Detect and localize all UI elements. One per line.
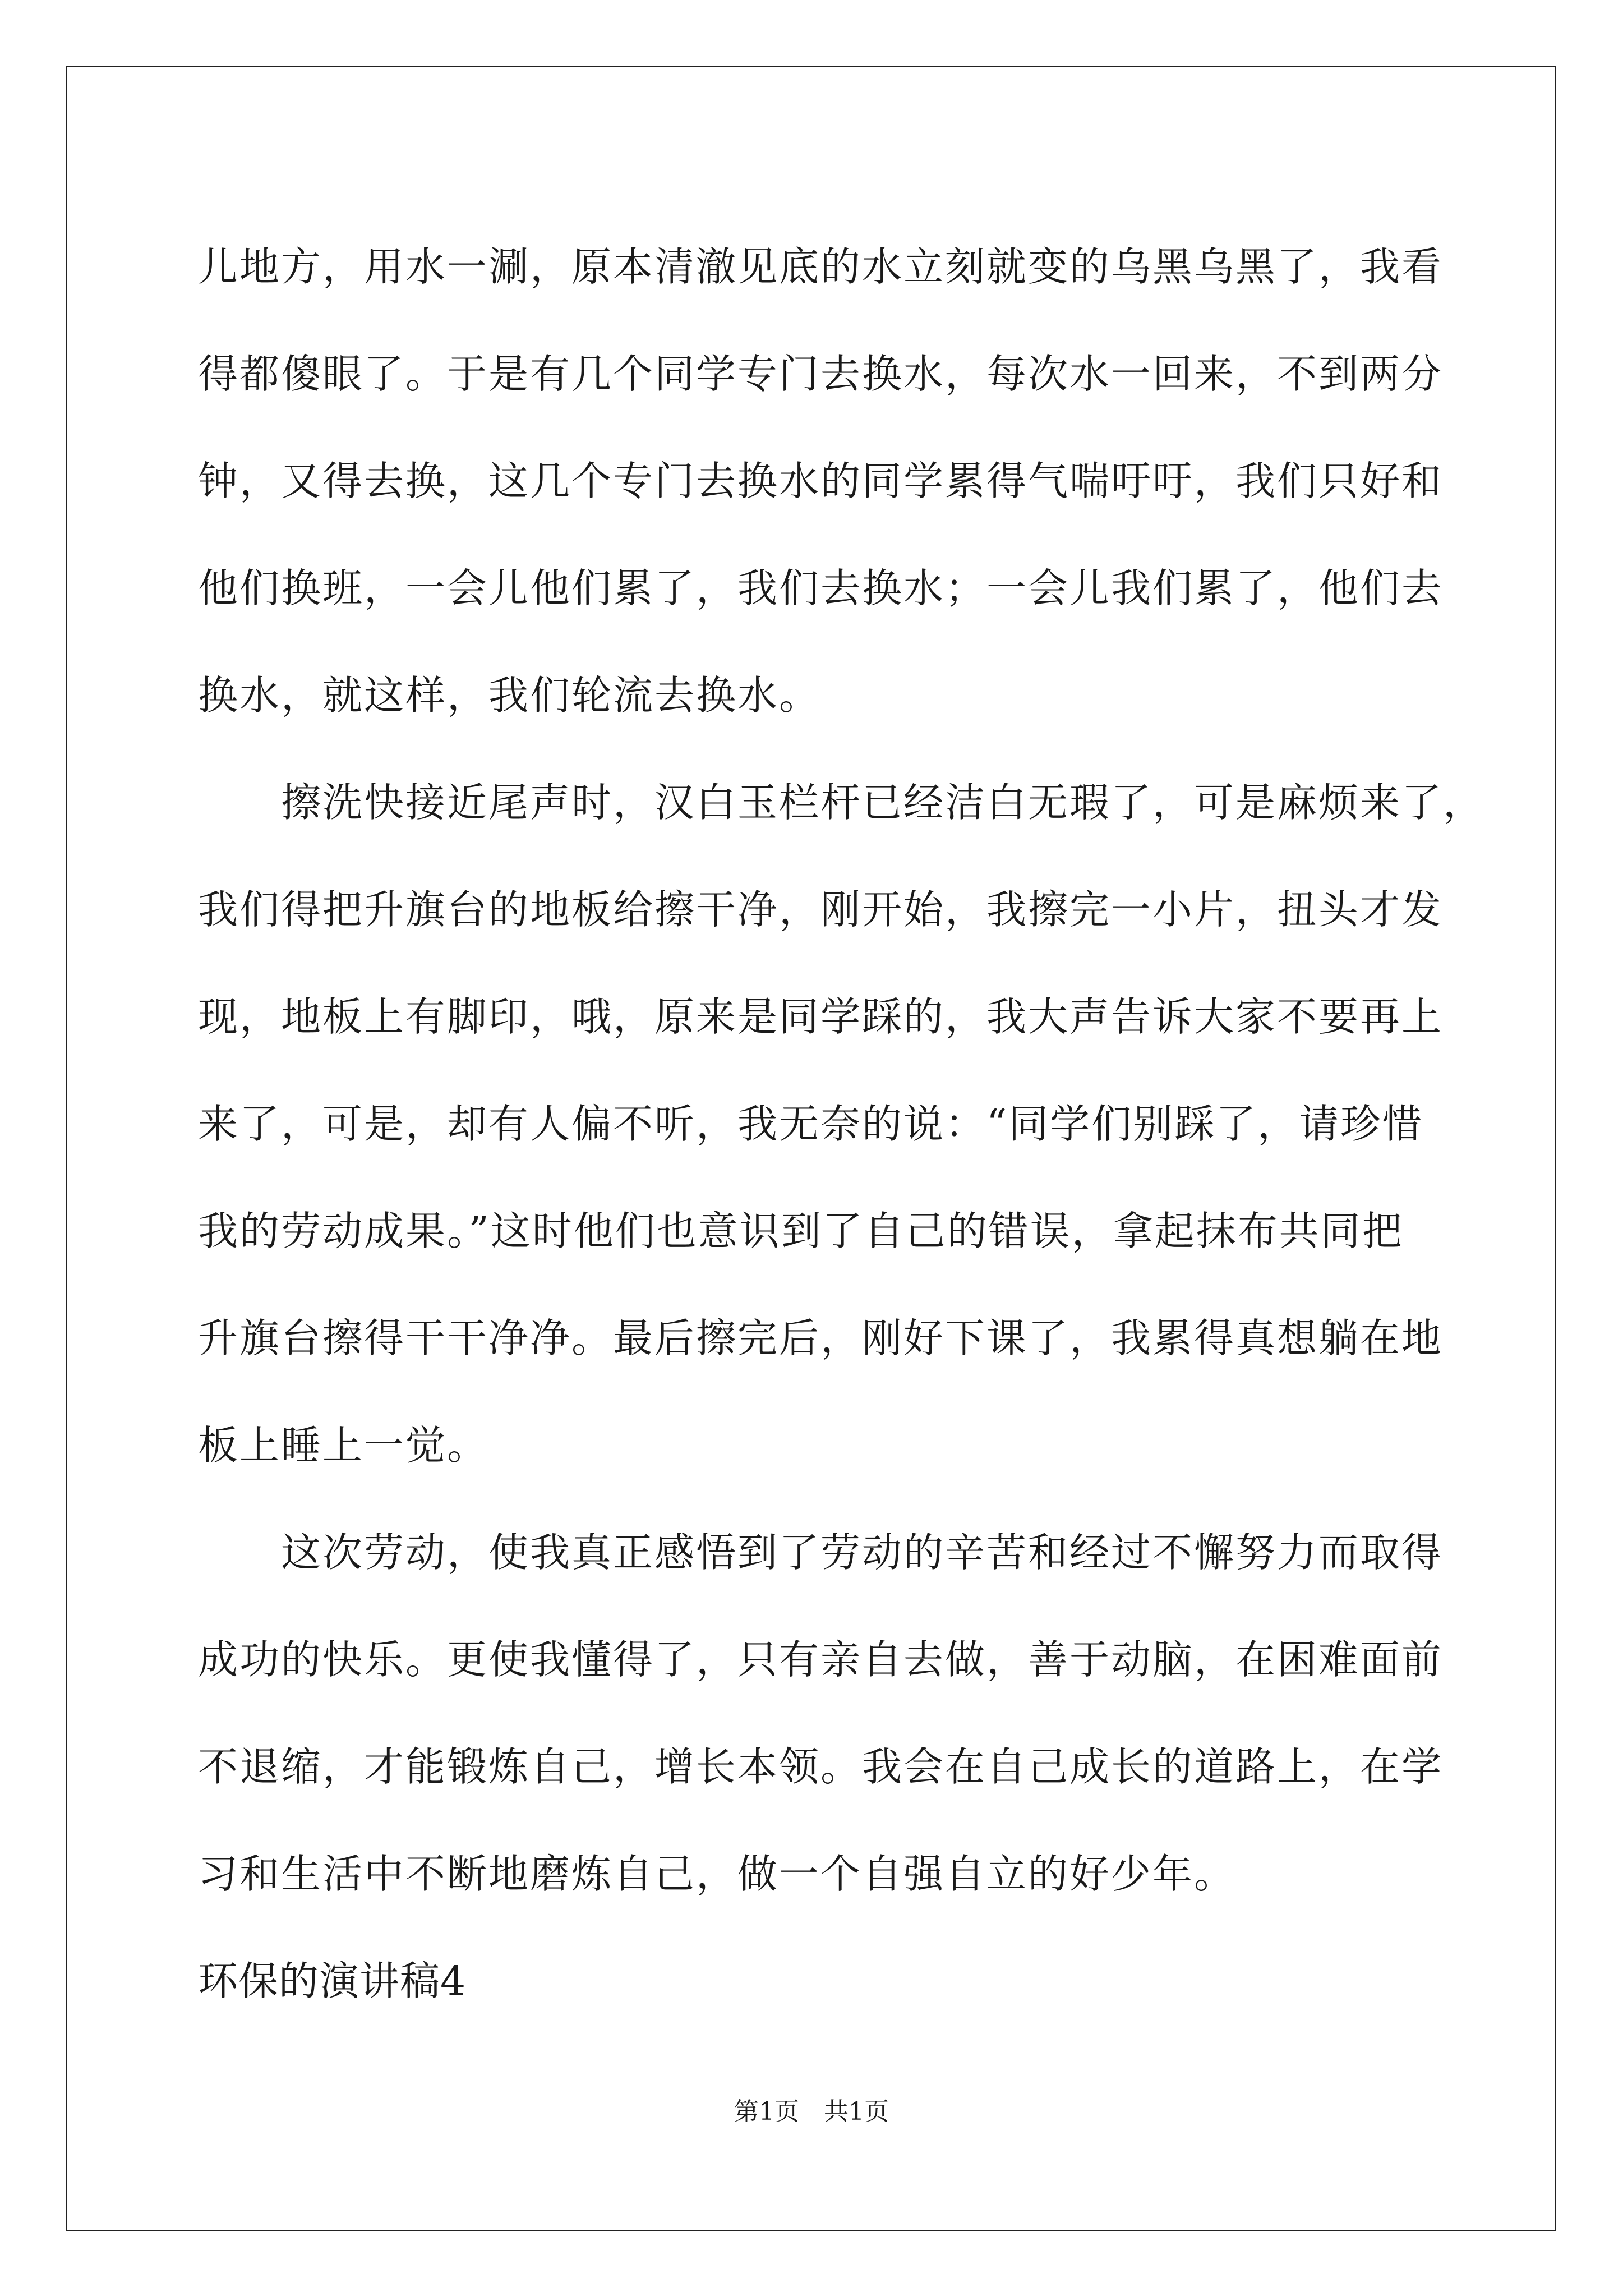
page-number-total: 共1页 xyxy=(824,2097,889,2126)
paragraph-1 xyxy=(198,213,1444,749)
text-line: 得都傻眼了。于是有几个同学专门去换水，每次水一回来，不到两分 xyxy=(198,351,1444,397)
text-line: 他们换班，一会儿他们累了，我们去换水；一会儿我们累了，他们去 xyxy=(198,565,1444,611)
paragraph-3 xyxy=(198,1499,1444,1927)
text-line: 擦洗快接近尾声时，汉白玉栏杆已经洁白无瑕了，可是麻烦来了， xyxy=(281,779,1485,826)
text-line: 现，地板上有脚印，哦，原来是同学踩的，我大声告诉大家不要再上 xyxy=(198,993,1444,1040)
document-body xyxy=(198,213,1485,2035)
page-number-current: 第1页 xyxy=(734,2097,799,2126)
text-line: 习和生活中不断地磨炼自己，做一个自强自立的好少年。 xyxy=(198,1851,1236,1897)
section-heading: 环保的演讲稿4 xyxy=(198,1958,467,2004)
text-line: 成功的快乐。更使我懂得了，只有亲自去做，善于动脑，在困难面前 xyxy=(198,1636,1444,1683)
page-footer xyxy=(0,2095,1623,2129)
text-line: 升旗台擦得干干净净。最后擦完后，刚好下课了，我累得真想躺在地 xyxy=(198,1315,1444,1361)
text-line: 这次劳动，使我真正感悟到了劳动的辛苦和经过不懈努力而取得 xyxy=(281,1529,1444,1576)
text-line: 钟，又得去换，这几个专门去换水的同学累得气喘吁吁，我们只好和 xyxy=(198,458,1444,504)
paragraph-2 xyxy=(198,749,1485,1499)
text-line: 儿地方，用水一涮，原本清澈见底的水立刻就变的乌黑乌黑了，我看 xyxy=(198,243,1444,290)
text-line: 板上睡上一觉。 xyxy=(198,1422,489,1469)
text-line: 不退缩，才能锻炼自己，增长本领。我会在自己成长的道路上，在学 xyxy=(198,1743,1444,1790)
text-line: 我们得把升旗台的地板给擦干净，刚开始，我擦完一小片，扭头才发 xyxy=(198,886,1444,933)
text-line: 来了，可是，却有人偏不听，我无奈的说：“同学们别踩了，请珍惜 xyxy=(198,1101,1424,1147)
text-line: 我的劳动成果。”这时他们也意识到了自己的错误，拿起抹布共同把 xyxy=(198,1208,1404,1254)
text-line: 换水，就这样，我们轮流去换水。 xyxy=(198,672,821,719)
